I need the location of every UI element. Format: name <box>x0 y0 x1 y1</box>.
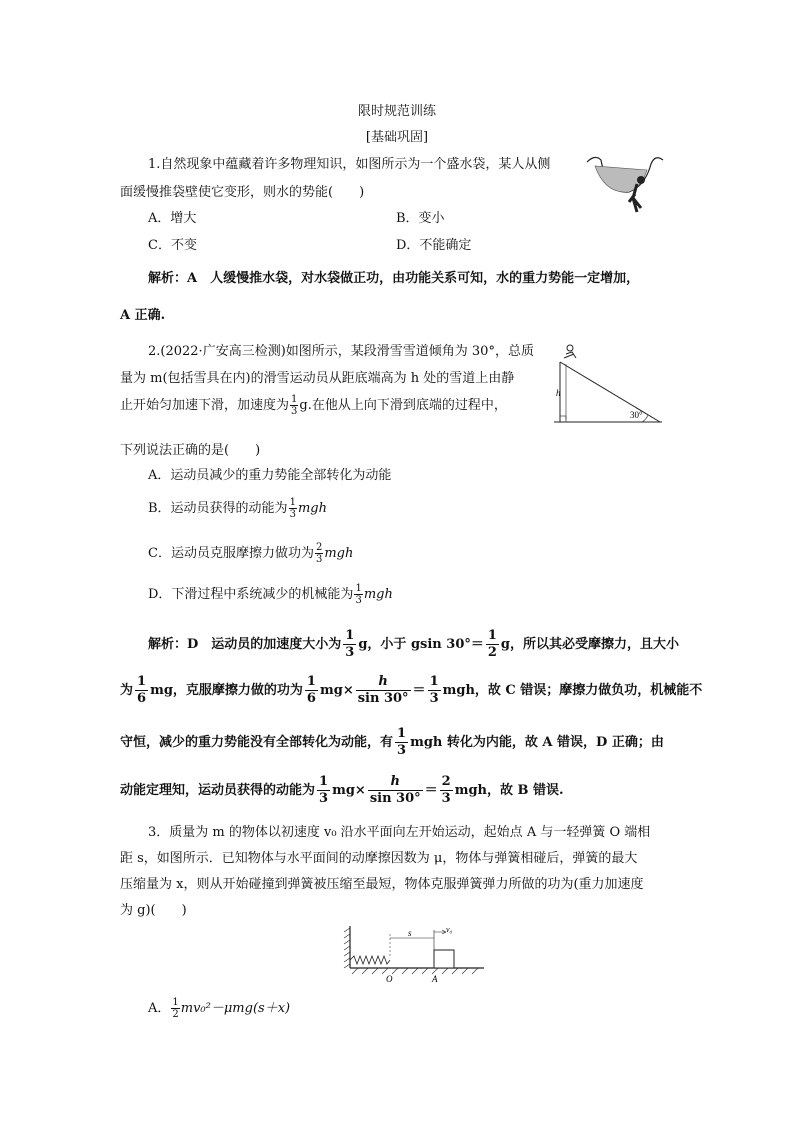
q2-accel-fraction: $\frac{1}{3}$ <box>291 394 298 417</box>
slope-angle-label: 30° <box>630 410 643 420</box>
q1-analysis-line1: 解析：A 人缓慢推水袋，对水袋做正功，由功能关系可知，水的重力势能一定增加， <box>148 271 640 286</box>
q3-stem-line3: 压缩量为 x，则从开始碰撞到弹簧被压缩至最短，物体克服弹簧弹力所做的功为(重力加速度 <box>120 877 644 892</box>
q2-analysis-line1: 解析：D 运动员的加速度大小为 $\frac{1}{3}$ g，小于 gsin 30°＝ $\frac{1}{2}$ g，所以其必受摩擦力，且大小 <box>148 628 680 660</box>
spring-block-figure <box>342 924 488 986</box>
fig-v0-label: v₀ <box>446 925 453 934</box>
q2-option-a: A．运动员减少的重力势能全部转化为动能 <box>148 468 392 483</box>
q2-stem-line3-pre: 止开始匀加速下滑，加速度为 <box>120 398 290 413</box>
q2-option-c: C．运动员克服摩擦力做功为 $\frac{2}{3}$ mgh <box>148 542 354 565</box>
q2-option-b-fraction: $\frac{1}{3}$ <box>289 497 296 520</box>
fig-s-label: s <box>408 928 412 938</box>
q1-option-d: D．不能确定 <box>396 238 472 253</box>
q1-stem-line2: 面缓慢推袋壁使它变形，则水的势能( ) <box>120 185 365 200</box>
water-bag-figure <box>585 150 665 220</box>
q1-option-b: B．变小 <box>396 211 445 226</box>
q2-stem-line1: 2.(2022·广安高三检测)如图所示，某段滑雪雪道倾角为 30°，总质 <box>148 344 534 359</box>
q2-option-d: D．下滑过程中系统减少的机械能为 $\frac{1}{3}$ mgh <box>148 583 393 606</box>
q2-analysis-line2: 为 $\frac{1}{6}$ mg，克服摩擦力做的功为 $\frac{1}{6}$ mg× $\frac{h}{\sin 30^\circ}$ ＝ $\frac{1}{3}$ mgh，故 C 错误；摩擦力做负功，机械能不 <box>120 674 703 706</box>
q3-option-a: A． $\frac{1}{2}$ mv₀²－μmg(s＋x) <box>148 997 291 1020</box>
q2-option-d-fraction: $\frac{1}{3}$ <box>355 583 362 606</box>
q2-option-b: B．运动员获得的动能为 $\frac{1}{3}$ mgh <box>148 497 327 520</box>
q2-option-c-fraction: $\frac{2}{3}$ <box>315 542 323 565</box>
q2-stem-line3 <box>120 394 507 417</box>
fig-a-label: A <box>432 974 438 984</box>
fig-o-label: O <box>386 974 393 984</box>
q2-stem-line4: 下列说法正确的是( ) <box>120 443 261 458</box>
q2-analysis-line3: 守恒，减少的重力势能没有全部转化为动能，有 $\frac{1}{3}$ mgh 转化为内能，故 A 错误，D 正确；由 <box>120 726 664 758</box>
q1-analysis-line2: A 正确. <box>120 308 166 323</box>
q1-option-a: A．增大 <box>148 211 197 226</box>
q3-stem-line2: 距 s，如图所示．已知物体与水平面间的动摩擦因数为 μ，物体与弹簧相碰后，弹簧的最大 <box>120 851 638 866</box>
q2-analysis-line4: 动能定理知，运动员获得的动能为 $\frac{1}{3}$ mg× $\frac{h}{\sin 30^\circ}$ ＝ $\frac{2}{3}$ mgh，故 B 错误. <box>120 774 564 806</box>
q1-stem-line1: 1.自然现象中蕴藏着许多物理知识，如图所示为一个盛水袋，某人从侧 <box>148 157 551 172</box>
slope-h-label: h <box>556 388 561 398</box>
section-title: 限时规范训练 <box>357 104 436 119</box>
q3-stem-line4: 为 g)( ) <box>120 903 187 918</box>
q3-option-a-fraction: $\frac{1}{2}$ <box>172 997 179 1020</box>
q2-stem-line3-post: g.在他从上向下滑到底端的过程中， <box>299 398 507 413</box>
slope-figure <box>552 340 664 426</box>
subsection-title: [基础巩固] <box>365 130 429 145</box>
q2-stem-line2: 量为 m(包括雪具在内)的滑雪运动员从距底端高为 h 处的雪道上由静 <box>120 371 515 386</box>
q1-option-c: C．不变 <box>148 238 197 253</box>
q3-stem-line1: 3．质量为 m 的物体以初速度 v₀ 沿水平面向左开始运动，起始点 A 与一轻弹簧 O 端相 <box>148 825 651 840</box>
